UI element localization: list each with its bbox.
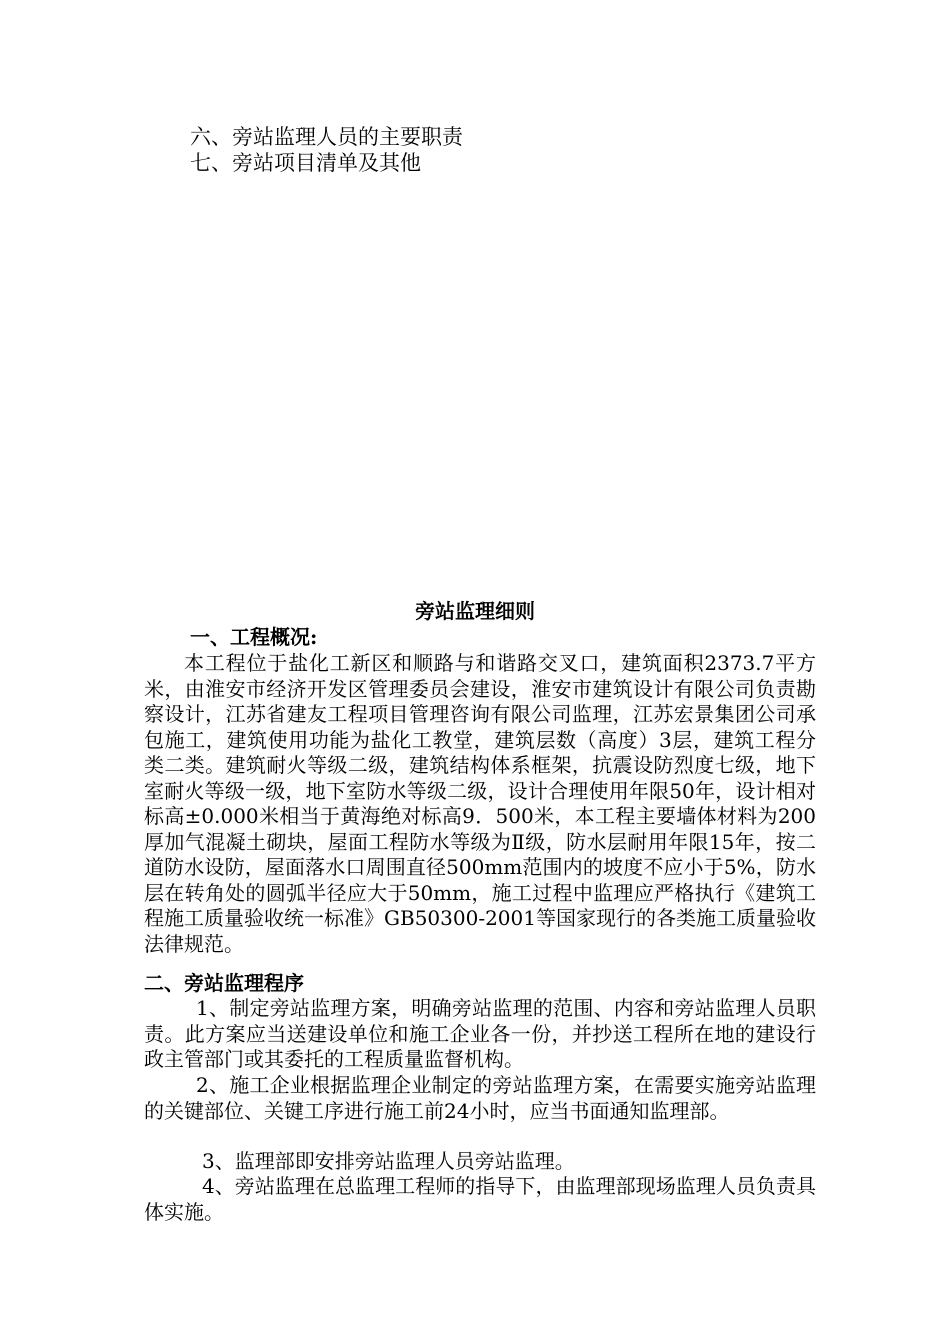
- procedure-item-2: 2、施工企业根据监理企业制定的旁站监理方案，在需要实施旁站监理的关键部位、关键工序进行施工前24小时，应当书面通知监理部。: [144, 1073, 816, 1123]
- toc-item-6: 六、旁站监理人员的主要职责: [190, 125, 463, 149]
- section-1-paragraph: 本工程位于盐化工新区和顺路与和谐路交叉口，建筑面积2373.7平方米，由淮安市经济开发区管理委员会建设，淮安市建筑设计有限公司负责勘察设计，江苏省建友工程项目管理咨询有限公司监理，江苏宏景集团公司承包施工，建筑使用功能为盐化工教堂，建筑层数（高度）3层，建筑工程分类二类。建筑耐火等级二级，建筑结构体系框架，抗震设防烈度七级，地下室耐火等级一级，地下室防水等级二级，设计合理使用年限50年，设计相对标高±0.000米相当于黄海绝对标高9．500米，本工程主要墙体材料为200厚加气混凝土砌块，屋面工程防水等级为Ⅱ级，防水层耐用年限15年，按二道防水设防，屋面落水口周围直径500mm范围内的坡度不应小于5%，防水层在转角处的圆弧半径应大于50mm，施工过程中监理应严格执行《建筑工程施工质量验收统一标准》GB50300-2001等国家现行的各类施工质量验收法律规范。: [144, 651, 816, 956]
- section-2-heading: 二、旁站监理程序: [144, 971, 304, 995]
- procedure-item-1: 1、制定旁站监理方案，明确旁站监理的范围、内容和旁站监理人员职责。此方案应当送建设单位和施工企业各一份，并抄送工程所在地的建设行政主管部门或其委托的工程质量监督机构。: [144, 996, 816, 1071]
- procedure-item-4: 4、旁站监理在总监理工程师的指导下，由监理部现场监理人员负责具体实施。: [144, 1174, 816, 1224]
- section-1-heading: 一、工程概况:: [190, 625, 318, 649]
- toc-item-7: 七、旁站项目清单及其他: [190, 151, 421, 175]
- procedure-item-3: 3、监理部即安排旁站监理人员旁站监理。: [202, 1149, 575, 1173]
- document-title: 旁站监理细则: [415, 599, 535, 623]
